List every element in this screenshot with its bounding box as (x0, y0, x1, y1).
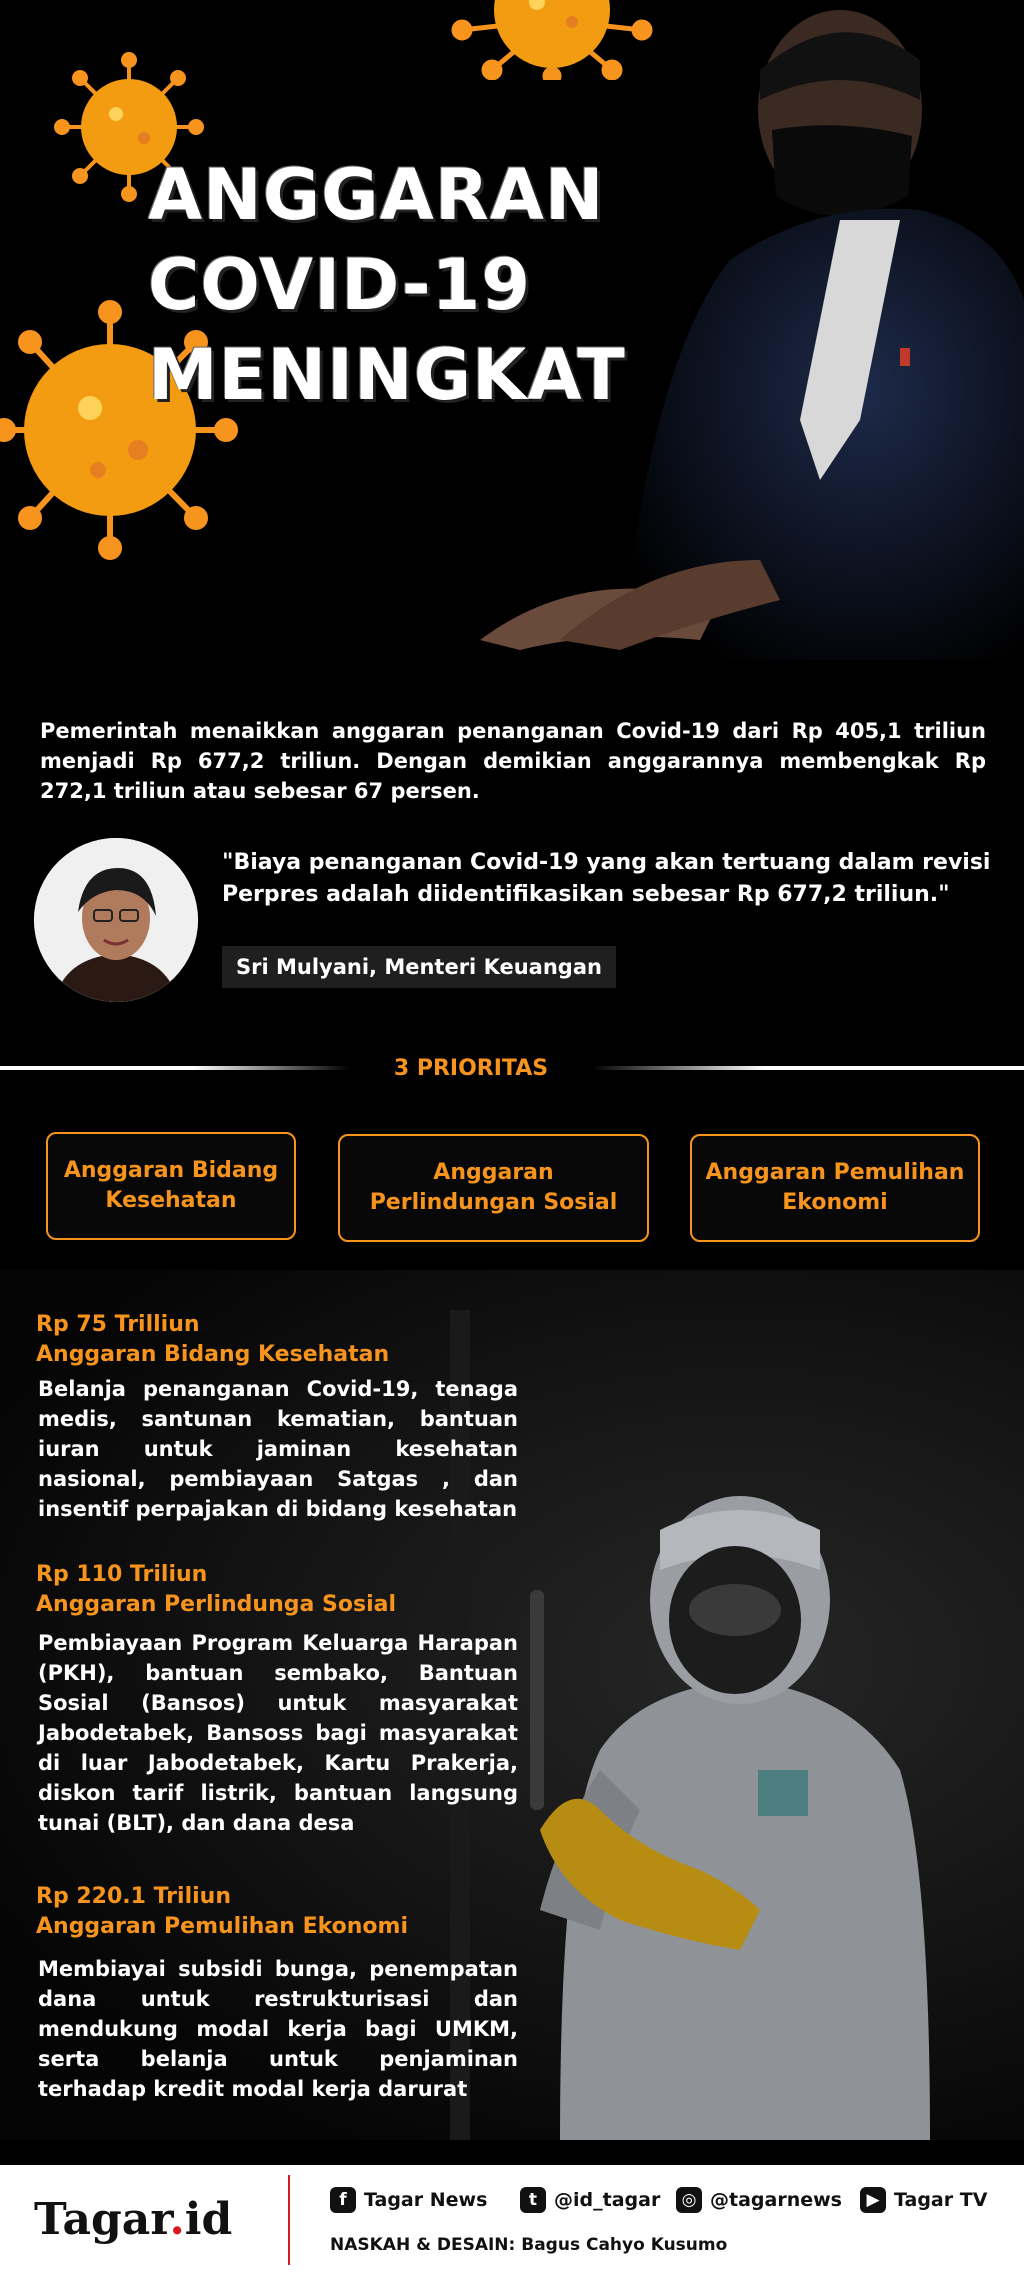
footer (0, 2165, 1024, 2275)
section-amount: Rp 220.1 Triliun (36, 1884, 231, 1909)
hero-title-line: MENINGKAT (148, 334, 626, 416)
virus-icon (432, 0, 672, 80)
social-link-youtube[interactable] (860, 2185, 987, 2215)
section-amount: Rp 75 Trilliun (36, 1312, 200, 1337)
facebook-icon: f (330, 2187, 356, 2213)
avatar (34, 838, 198, 1002)
divider (0, 1066, 350, 1070)
social-label: @id_tagar (554, 2189, 661, 2211)
quote-author: Sri Mulyani, Menteri Keuangan (222, 946, 616, 988)
youtube-icon: ▶ (860, 2187, 886, 2213)
social-label: Tagar News (364, 2189, 488, 2211)
priority-box-label: Anggaran Pemulihan Ekonomi (705, 1160, 965, 1215)
hero-title-line: COVID-19 (148, 244, 532, 326)
section-body: Pembiayaan Program Keluarga Harapan (PKH), bantuan sembako, Bantuan Sosial (Bansos) untuk masyarakat Jabodetabek, Bansoss bagi masyarakat di luar Jabodetabek, Kartu Prakerja, diskon tarif listrik, bantuan langsung tunai (BLT), dan dana desa (38, 1631, 518, 1835)
footer-divider (288, 2175, 290, 2265)
section-title: Anggaran Perlindunga Sosial (36, 1592, 396, 1617)
social-link-facebook[interactable] (330, 2185, 487, 2215)
section-body: Membiayai subsidi bunga, penempatan dana untuk restrukturisasi dan mendukung modal kerja bagi UMKM, serta belanja untuk penjaminan terhadap kredit modal kerja darurat (38, 1957, 518, 2101)
social-label: Tagar TV (894, 2189, 988, 2211)
footer-credit: NASKAH & DESAIN: Bagus Cahyo Kusumo (330, 2235, 728, 2255)
logo-dot: . (169, 2194, 185, 2245)
hero-section (0, 0, 1024, 660)
priority-box-label: Anggaran Perlindungan Sosial (369, 1160, 618, 1215)
priority-box-economy (690, 1134, 980, 1242)
hero-title-line: ANGGARAN (148, 154, 605, 236)
hero-title (148, 150, 626, 420)
twitter-icon: t (520, 2187, 546, 2213)
quote-text: "Biaya penanganan Covid-19 yang akan tertuang dalam revisi Perpres adalah diidentifikasikan sebesar Rp 677,2 triliun." (222, 850, 991, 907)
section-title: Anggaran Pemulihan Ekonomi (36, 1914, 409, 1939)
social-label: @tagarnews (710, 2189, 842, 2211)
priorities-title: 3 PRIORITAS (393, 1056, 549, 1081)
social-link-instagram[interactable] (676, 2185, 842, 2215)
priority-box-social (338, 1134, 649, 1242)
instagram-icon: ◎ (676, 2187, 702, 2213)
section-body: Belanja penanganan Covid-19, tenaga medis, santunan kematian, bantuan iuran untuk jaminan kesehatan nasional, pembiayaan Satgas , dan insentif perpajakan di bidang kesehatan (38, 1377, 518, 1521)
logo-suffix: id (184, 2194, 233, 2245)
priority-box-health (46, 1132, 296, 1240)
priority-box-label: Anggaran Bidang Kesehatan (63, 1158, 279, 1213)
divider (592, 1066, 1024, 1070)
intro-paragraph: Pemerintah menaikkan anggaran penanganan Covid-19 dari Rp 405,1 triliun menjadi Rp 677,2 triliun. Dengan demikian anggarannya membengkak Rp 272,1 triliun atau sebesar 67 persen. (40, 719, 986, 803)
section-title: Anggaran Bidang Kesehatan (36, 1342, 390, 1367)
section-amount: Rp 110 Triliun (36, 1562, 208, 1587)
social-link-twitter[interactable] (520, 2185, 660, 2215)
tagar-logo[interactable] (34, 2193, 232, 2247)
logo-main: Tagar (34, 2194, 170, 2245)
